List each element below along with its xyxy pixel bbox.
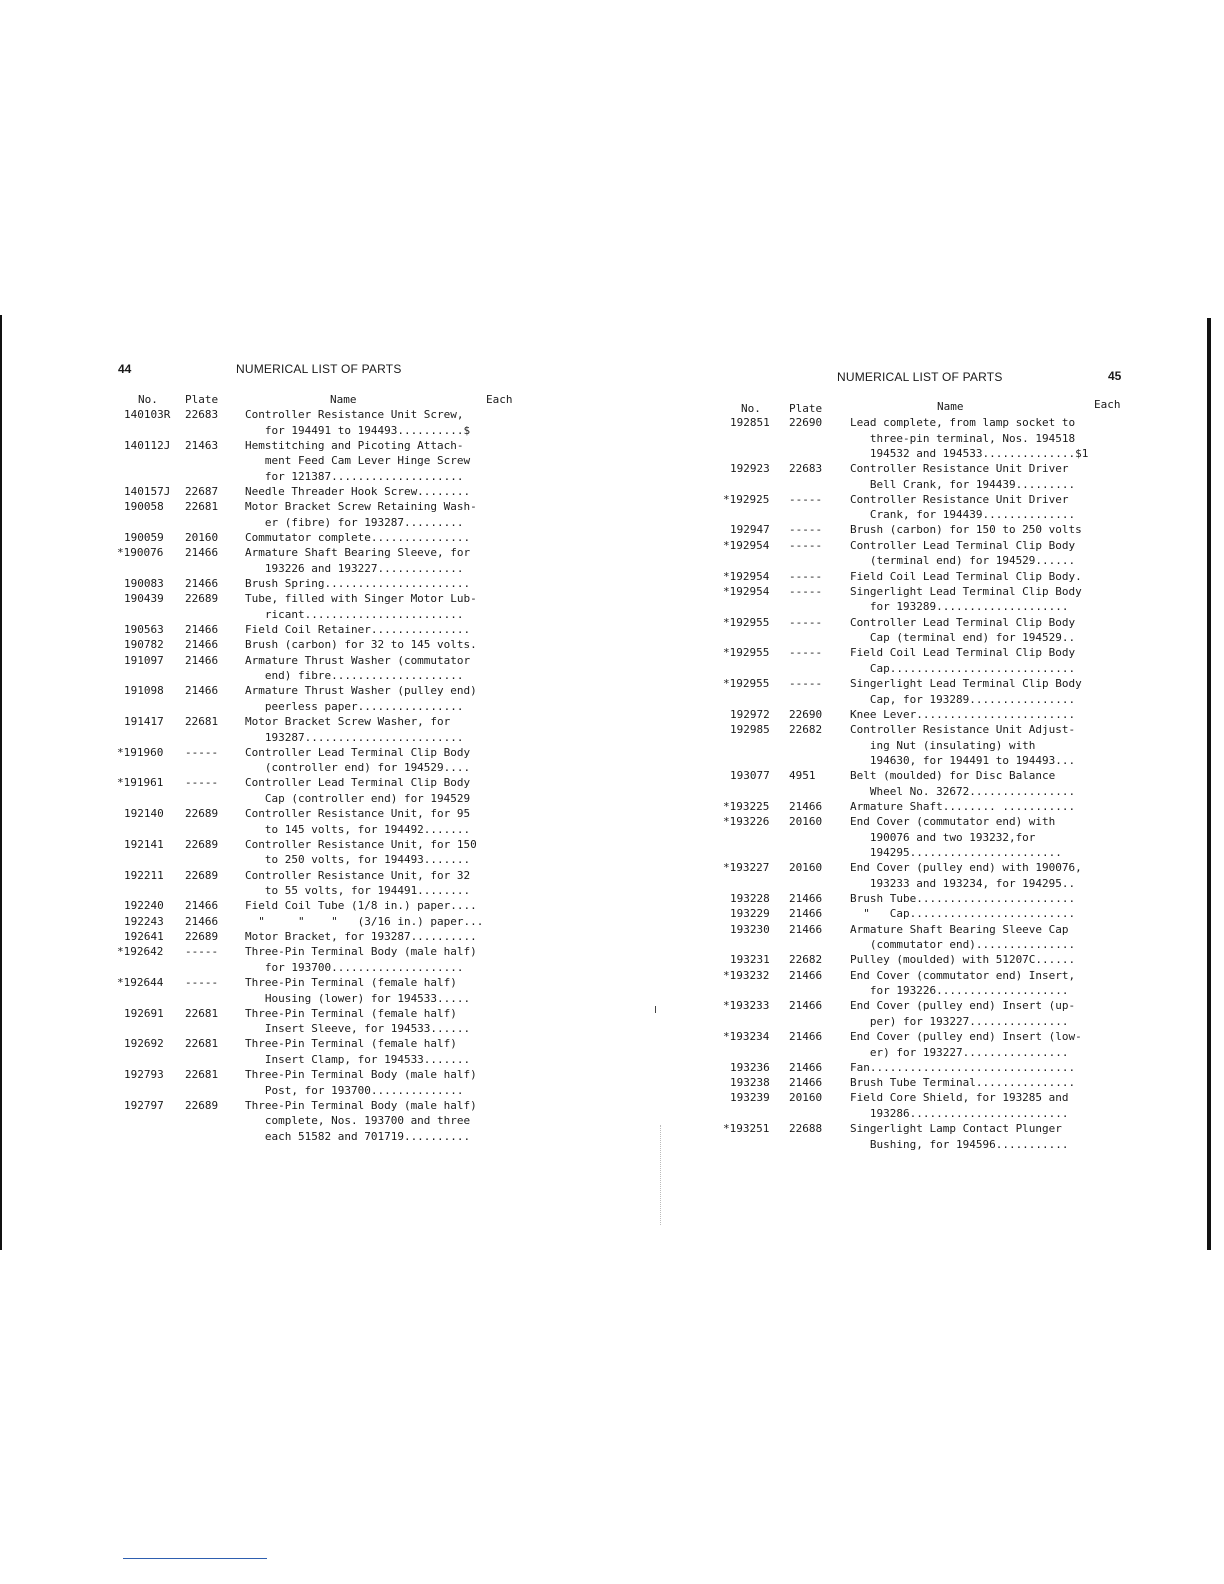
part-name-line: Belt (moulded) for Disc Balance	[850, 769, 1056, 783]
part-number: *193233	[723, 999, 770, 1013]
plate-number: -----	[185, 745, 219, 759]
part-name-line: Armature Shaft Bearing Sleeve, for	[245, 546, 471, 560]
part-name	[850, 891, 1075, 907]
part-name-line: Controller Resistance Unit Driver	[850, 462, 1069, 476]
page-heading: NUMERICAL LIST OF PARTS	[837, 370, 1003, 384]
part-name	[850, 722, 1075, 769]
part-name	[850, 860, 1082, 891]
part-name-line: Motor Bracket Screw Washer, for	[245, 715, 451, 728]
plate-number: -----	[789, 538, 823, 552]
column-header-name: Name	[937, 400, 964, 413]
part-name	[850, 707, 1075, 723]
part-number: 193239	[730, 1091, 770, 1105]
part-name	[850, 799, 1075, 815]
part-name-line: Three-Pin Terminal Body (male half)	[245, 945, 477, 959]
part-number: 192797	[124, 1098, 164, 1112]
part-number: 193077	[730, 769, 770, 783]
part-name	[850, 1090, 1069, 1121]
part-name-line: (terminal end) for 194529......	[850, 554, 1076, 568]
part-name-line: Fan...............................	[850, 1060, 1076, 1074]
plate-number: 21466	[789, 799, 823, 813]
part-name-line: (controller end) for 194529....	[245, 761, 471, 775]
part-name-line: Crank, for 194439..............	[850, 508, 1076, 522]
part-name	[850, 1075, 1075, 1091]
plate-number: 21466	[789, 891, 823, 905]
part-number: 192691	[124, 1006, 164, 1020]
part-name	[850, 922, 1075, 953]
part-number: 190563	[124, 622, 164, 636]
part-name	[850, 968, 1075, 999]
part-name-line: er (fibre) for 193287.........	[245, 515, 464, 529]
plate-number: -----	[185, 945, 219, 959]
part-name-line: Controller Resistance Unit Adjust-	[850, 723, 1076, 736]
plate-number: 22681	[185, 715, 219, 728]
part-name-line: Hemstitching and Picoting Attach-	[245, 438, 464, 452]
part-name-line: Motor Bracket, for 193287..........	[245, 929, 477, 943]
part-number: 192641	[124, 929, 164, 943]
column-header-plate: Plate	[789, 402, 823, 415]
plate-number: 21466	[789, 1030, 823, 1043]
part-number: 193231	[730, 953, 770, 967]
part-name	[850, 906, 1075, 922]
plate-number: 22689	[185, 929, 219, 943]
plate-number: 21466	[185, 899, 219, 913]
part-name-line: End Cover (pulley end) Insert (up-	[850, 999, 1076, 1013]
part-name-line: Armature Thrust Washer (commutator	[245, 653, 471, 667]
part-number: 190439	[124, 592, 164, 606]
part-number: *193232	[723, 968, 770, 982]
plate-number: 22681	[185, 1068, 219, 1082]
part-name-line: Controller Resistance Unit, for 32	[245, 868, 471, 882]
plate-number: 21466	[789, 1060, 823, 1074]
part-number: 193238	[730, 1076, 770, 1090]
part-name-line: to 145 volts, for 194492.......	[245, 822, 471, 836]
plate-number: 22689	[185, 1098, 219, 1112]
part-number: *190076	[117, 546, 164, 560]
part-number: *192954	[723, 538, 770, 552]
part-name	[850, 461, 1075, 492]
part-name	[850, 1121, 1069, 1152]
plate-number: -----	[185, 975, 219, 989]
part-name-line: Controller Resistance Unit Driver	[850, 492, 1069, 506]
plate-number: 21466	[789, 1076, 823, 1090]
plate-number: 22689	[185, 868, 219, 882]
part-number: 193236	[730, 1060, 770, 1074]
part-name-line: Tube, filled with Singer Motor Lub-	[245, 592, 477, 606]
part-name-line: Field Core Shield, for 193285 and	[850, 1091, 1069, 1105]
part-name-line: Field Coil Retainer...............	[245, 622, 471, 636]
part-number: 140112J	[124, 438, 171, 452]
part-name-line: Three-Pin Terminal (female half)	[245, 975, 457, 989]
part-number: 192140	[124, 807, 164, 821]
part-name-line: Knee Lever........................	[850, 707, 1076, 721]
part-name-line: Controller Lead Terminal Clip Body	[245, 776, 471, 790]
part-name	[850, 584, 1082, 615]
part-number: 191417	[124, 715, 164, 728]
part-name-line: Armature Thrust Washer (pulley end)	[245, 684, 477, 698]
plate-number: 21466	[789, 907, 823, 921]
part-number: 192923	[730, 462, 770, 476]
part-name-line: Bushing, for 194596...........	[850, 1137, 1069, 1151]
plate-number: 4951	[789, 769, 816, 783]
part-name-line: End Cover (pulley end) Insert (low-	[850, 1030, 1082, 1043]
part-name-line: Controller Lead Terminal Clip Body	[850, 615, 1076, 629]
part-number: *192955	[723, 615, 770, 629]
part-name-line: for 193289....................	[850, 600, 1069, 614]
plate-number: 22687	[185, 484, 219, 498]
column-header-each: Each	[1094, 398, 1121, 411]
part-name-line: Field Coil Lead Terminal Clip Body.	[850, 569, 1082, 583]
plate-number: 21466	[185, 638, 219, 652]
plate-number: 21466	[789, 968, 823, 982]
part-number: 193230	[730, 922, 770, 936]
plate-number: 22690	[789, 416, 823, 429]
part-name-line: Cap............................	[850, 661, 1076, 675]
part-name-line: Brush (carbon) for 150 to 250 volts	[850, 523, 1082, 537]
part-name-line: Three-Pin Terminal Body (male half)	[245, 1098, 477, 1112]
part-number: 192211	[124, 868, 164, 882]
plate-number: -----	[789, 492, 823, 506]
part-name-line: Pulley (moulded) with 51207C......	[850, 953, 1076, 967]
part-name-line: Singerlight Lead Terminal Clip Body	[850, 676, 1082, 690]
part-name-line: for 194491 to 194493..........$	[245, 423, 471, 437]
part-name-line: 193226 and 193227.............	[245, 561, 464, 575]
part-name-line: Cap (controller end) for 194529	[245, 791, 471, 805]
part-name-line: Field Coil Lead Terminal Clip Body	[850, 646, 1076, 660]
part-number: *191961	[117, 776, 164, 790]
plate-number: -----	[789, 523, 823, 537]
plate-number: 21463	[185, 438, 219, 452]
part-number: *192954	[723, 584, 770, 598]
part-name-line: for 121387....................	[245, 469, 464, 483]
plate-number: 20160	[185, 530, 219, 544]
part-number: *193234	[723, 1030, 770, 1043]
part-name-line: 193286........................	[850, 1106, 1069, 1120]
part-number: 192240	[124, 899, 164, 913]
plate-number: 22689	[185, 592, 219, 606]
part-name-line: three-pin terminal, Nos. 194518	[850, 431, 1076, 445]
plate-number: 22689	[185, 807, 219, 821]
plate-number: -----	[185, 776, 219, 790]
plate-number: 20160	[789, 815, 823, 829]
part-name-line: Cap (terminal end) for 194529..	[850, 631, 1076, 645]
part-number: 190083	[124, 576, 164, 590]
plate-number: 22682	[789, 953, 823, 967]
part-name-line: Singerlight Lead Terminal Clip Body	[850, 584, 1082, 598]
page-heading: NUMERICAL LIST OF PARTS	[236, 362, 402, 376]
part-number: 192947	[730, 523, 770, 537]
part-name-line: Wheel No. 32672................	[850, 784, 1076, 798]
part-name-line: er) for 193227................	[850, 1045, 1069, 1059]
part-number: *192955	[723, 646, 770, 660]
part-name-line: Controller Resistance Unit, for 95	[245, 807, 471, 821]
part-name-line: Post, for 193700..............	[245, 1083, 464, 1097]
part-number: 190059	[124, 530, 164, 544]
plate-number: 20160	[789, 1091, 823, 1105]
part-name	[850, 952, 1075, 968]
plate-number: -----	[789, 676, 823, 690]
part-name	[850, 569, 1082, 585]
part-name-line: for 193700....................	[245, 960, 464, 974]
part-name-line: End Cover (commutator end) with	[850, 815, 1056, 829]
part-name-line: 194532 and 194533..............$1	[850, 447, 1089, 461]
part-number: 192141	[124, 837, 164, 851]
part-name-line: Bell Crank, for 194439.........	[850, 477, 1076, 491]
part-name	[850, 768, 1075, 799]
part-name-line: 190076 and two 193232,for	[850, 830, 1036, 844]
part-number: *192955	[723, 676, 770, 690]
part-name-line: Needle Threader Hook Screw........	[245, 484, 471, 498]
page-number: 44	[118, 362, 132, 376]
part-name-line: Brush (carbon) for 32 to 145 volts.	[245, 638, 477, 652]
plate-number: -----	[789, 646, 823, 660]
part-name	[850, 492, 1075, 523]
column-header-name: Name	[330, 393, 357, 406]
part-name-line: Controller Lead Terminal Clip Body	[245, 745, 471, 759]
plate-number: 22689	[185, 837, 219, 851]
part-name-line: Housing (lower) for 194533.....	[245, 991, 471, 1005]
part-number: *193225	[723, 799, 770, 813]
part-name	[850, 538, 1075, 569]
part-name-line: Insert Sleeve, for 194533......	[245, 1022, 471, 1036]
part-number: *192925	[723, 492, 770, 506]
part-name	[850, 415, 1088, 462]
part-name-line: Insert Clamp, for 194533.......	[245, 1052, 471, 1066]
part-name-line: end) fibre....................	[245, 669, 464, 683]
plate-number: 22690	[789, 707, 823, 721]
part-number: *193227	[723, 861, 770, 875]
plate-number: -----	[789, 569, 823, 583]
part-number: *192644	[117, 975, 164, 989]
page-number: 45	[1108, 369, 1122, 383]
part-name	[850, 645, 1075, 676]
part-name-line: 193287........................	[245, 730, 464, 744]
part-number: 140157J	[124, 484, 171, 498]
part-name-line: " Cap.........................	[850, 907, 1076, 921]
part-name-line: to 55 volts, for 194491........	[245, 884, 471, 898]
plate-number: -----	[789, 615, 823, 629]
part-name-line: End Cover (pulley end) with 190076,	[850, 861, 1082, 875]
part-number: 191097	[124, 653, 164, 667]
part-number: 192851	[730, 416, 770, 429]
part-name	[850, 814, 1062, 861]
part-name-line: Controller Lead Terminal Clip Body	[850, 538, 1076, 552]
plate-number: 21466	[789, 922, 823, 936]
part-name-line: to 250 volts, for 194493.......	[245, 853, 471, 867]
part-name-line: complete, Nos. 193700 and three	[245, 1114, 471, 1128]
part-number: 140103R	[124, 408, 171, 421]
part-number: *193226	[723, 815, 770, 829]
part-name-line: Controller Resistance Unit Screw,	[245, 408, 464, 421]
column-header-no: No.	[138, 393, 158, 406]
part-number: 191098	[124, 684, 164, 698]
plate-number: 22683	[789, 462, 823, 476]
part-number: 192692	[124, 1037, 164, 1051]
part-name-line: 193233 and 193234, for 194295..	[850, 876, 1076, 890]
plate-number: 21466	[185, 653, 219, 667]
part-name-line: Lead complete, from lamp socket to	[850, 416, 1076, 429]
part-number: *191960	[117, 745, 164, 759]
plate-number: 22681	[185, 1006, 219, 1020]
column-header-no: No.	[741, 402, 761, 415]
part-number: 190782	[124, 638, 164, 652]
part-number: 192243	[124, 914, 164, 928]
part-name-line: Commutator complete...............	[245, 530, 471, 544]
plate-number: -----	[789, 584, 823, 598]
part-name-line: Controller Resistance Unit, for 150	[245, 837, 477, 851]
part-name-line: Singerlight Lamp Contact Plunger	[850, 1122, 1062, 1136]
part-number: *192954	[723, 569, 770, 583]
plate-number: 21466	[185, 576, 219, 590]
part-name-line: Three-Pin Terminal Body (male half)	[245, 1068, 477, 1082]
part-name-line: " " " (3/16 in.) paper...	[245, 914, 484, 928]
plate-number: 21466	[185, 914, 219, 928]
plate-number: 20160	[789, 861, 823, 875]
column-header-plate: Plate	[185, 393, 219, 406]
part-name-line: Brush Tube........................	[850, 891, 1076, 905]
part-name-line: for 193226....................	[850, 984, 1069, 998]
part-number: 190058	[124, 500, 164, 514]
plate-number: 22681	[185, 1037, 219, 1051]
part-name-line: per) for 193227...............	[850, 1014, 1069, 1028]
plate-number: 21466	[789, 999, 823, 1013]
part-name	[850, 1060, 1075, 1076]
part-name-line: 194630, for 194491 to 194493...	[850, 754, 1076, 768]
part-name-line: Brush Tube Terminal...............	[850, 1076, 1076, 1090]
part-name-line: ment Feed Cam Lever Hinge Screw	[245, 454, 471, 468]
part-name	[850, 998, 1075, 1029]
part-name-line: peerless paper................	[245, 699, 464, 713]
plate-number: 22688	[789, 1122, 823, 1136]
plate-number: 21466	[185, 684, 219, 698]
plate-number: 21466	[185, 546, 219, 560]
part-name-line: End Cover (commutator end) Insert,	[850, 968, 1076, 982]
plate-number: 22682	[789, 723, 823, 736]
part-name	[850, 615, 1075, 646]
part-name-line: Brush Spring......................	[245, 576, 471, 590]
part-name-line: Three-Pin Terminal (female half)	[245, 1006, 457, 1020]
part-name	[850, 522, 1082, 538]
part-number: 192793	[124, 1068, 164, 1082]
part-number: *192642	[117, 945, 164, 959]
part-name-line: each 51582 and 701719..........	[245, 1129, 471, 1143]
part-name	[850, 1029, 1082, 1060]
plate-number: 22681	[185, 500, 219, 514]
plate-number: 22683	[185, 408, 219, 421]
part-name-line: (commutator end)...............	[850, 938, 1076, 952]
part-name-line: Armature Shaft Bearing Sleeve Cap	[850, 922, 1069, 936]
part-number: 192972	[730, 707, 770, 721]
column-header-each: Each	[486, 393, 513, 406]
part-name-line: Field Coil Tube (1/8 in.) paper....	[245, 899, 477, 913]
part-name-line: Three-Pin Terminal (female half)	[245, 1037, 457, 1051]
part-name	[850, 676, 1082, 707]
part-name-line: 194295.......................	[850, 846, 1062, 860]
part-number: *193251	[723, 1122, 770, 1136]
part-name-line: ricant........................	[245, 607, 464, 621]
part-number: 192985	[730, 723, 770, 736]
part-name-line: ing Nut (insulating) with	[850, 738, 1036, 752]
part-number: 193229	[730, 907, 770, 921]
plate-number: 21466	[185, 622, 219, 636]
part-name-line: Armature Shaft........ ...........	[850, 799, 1076, 813]
part-number: 193228	[730, 891, 770, 905]
part-name-line: Motor Bracket Screw Retaining Wash-	[245, 500, 477, 514]
part-name-line: Cap, for 193289................	[850, 692, 1076, 706]
